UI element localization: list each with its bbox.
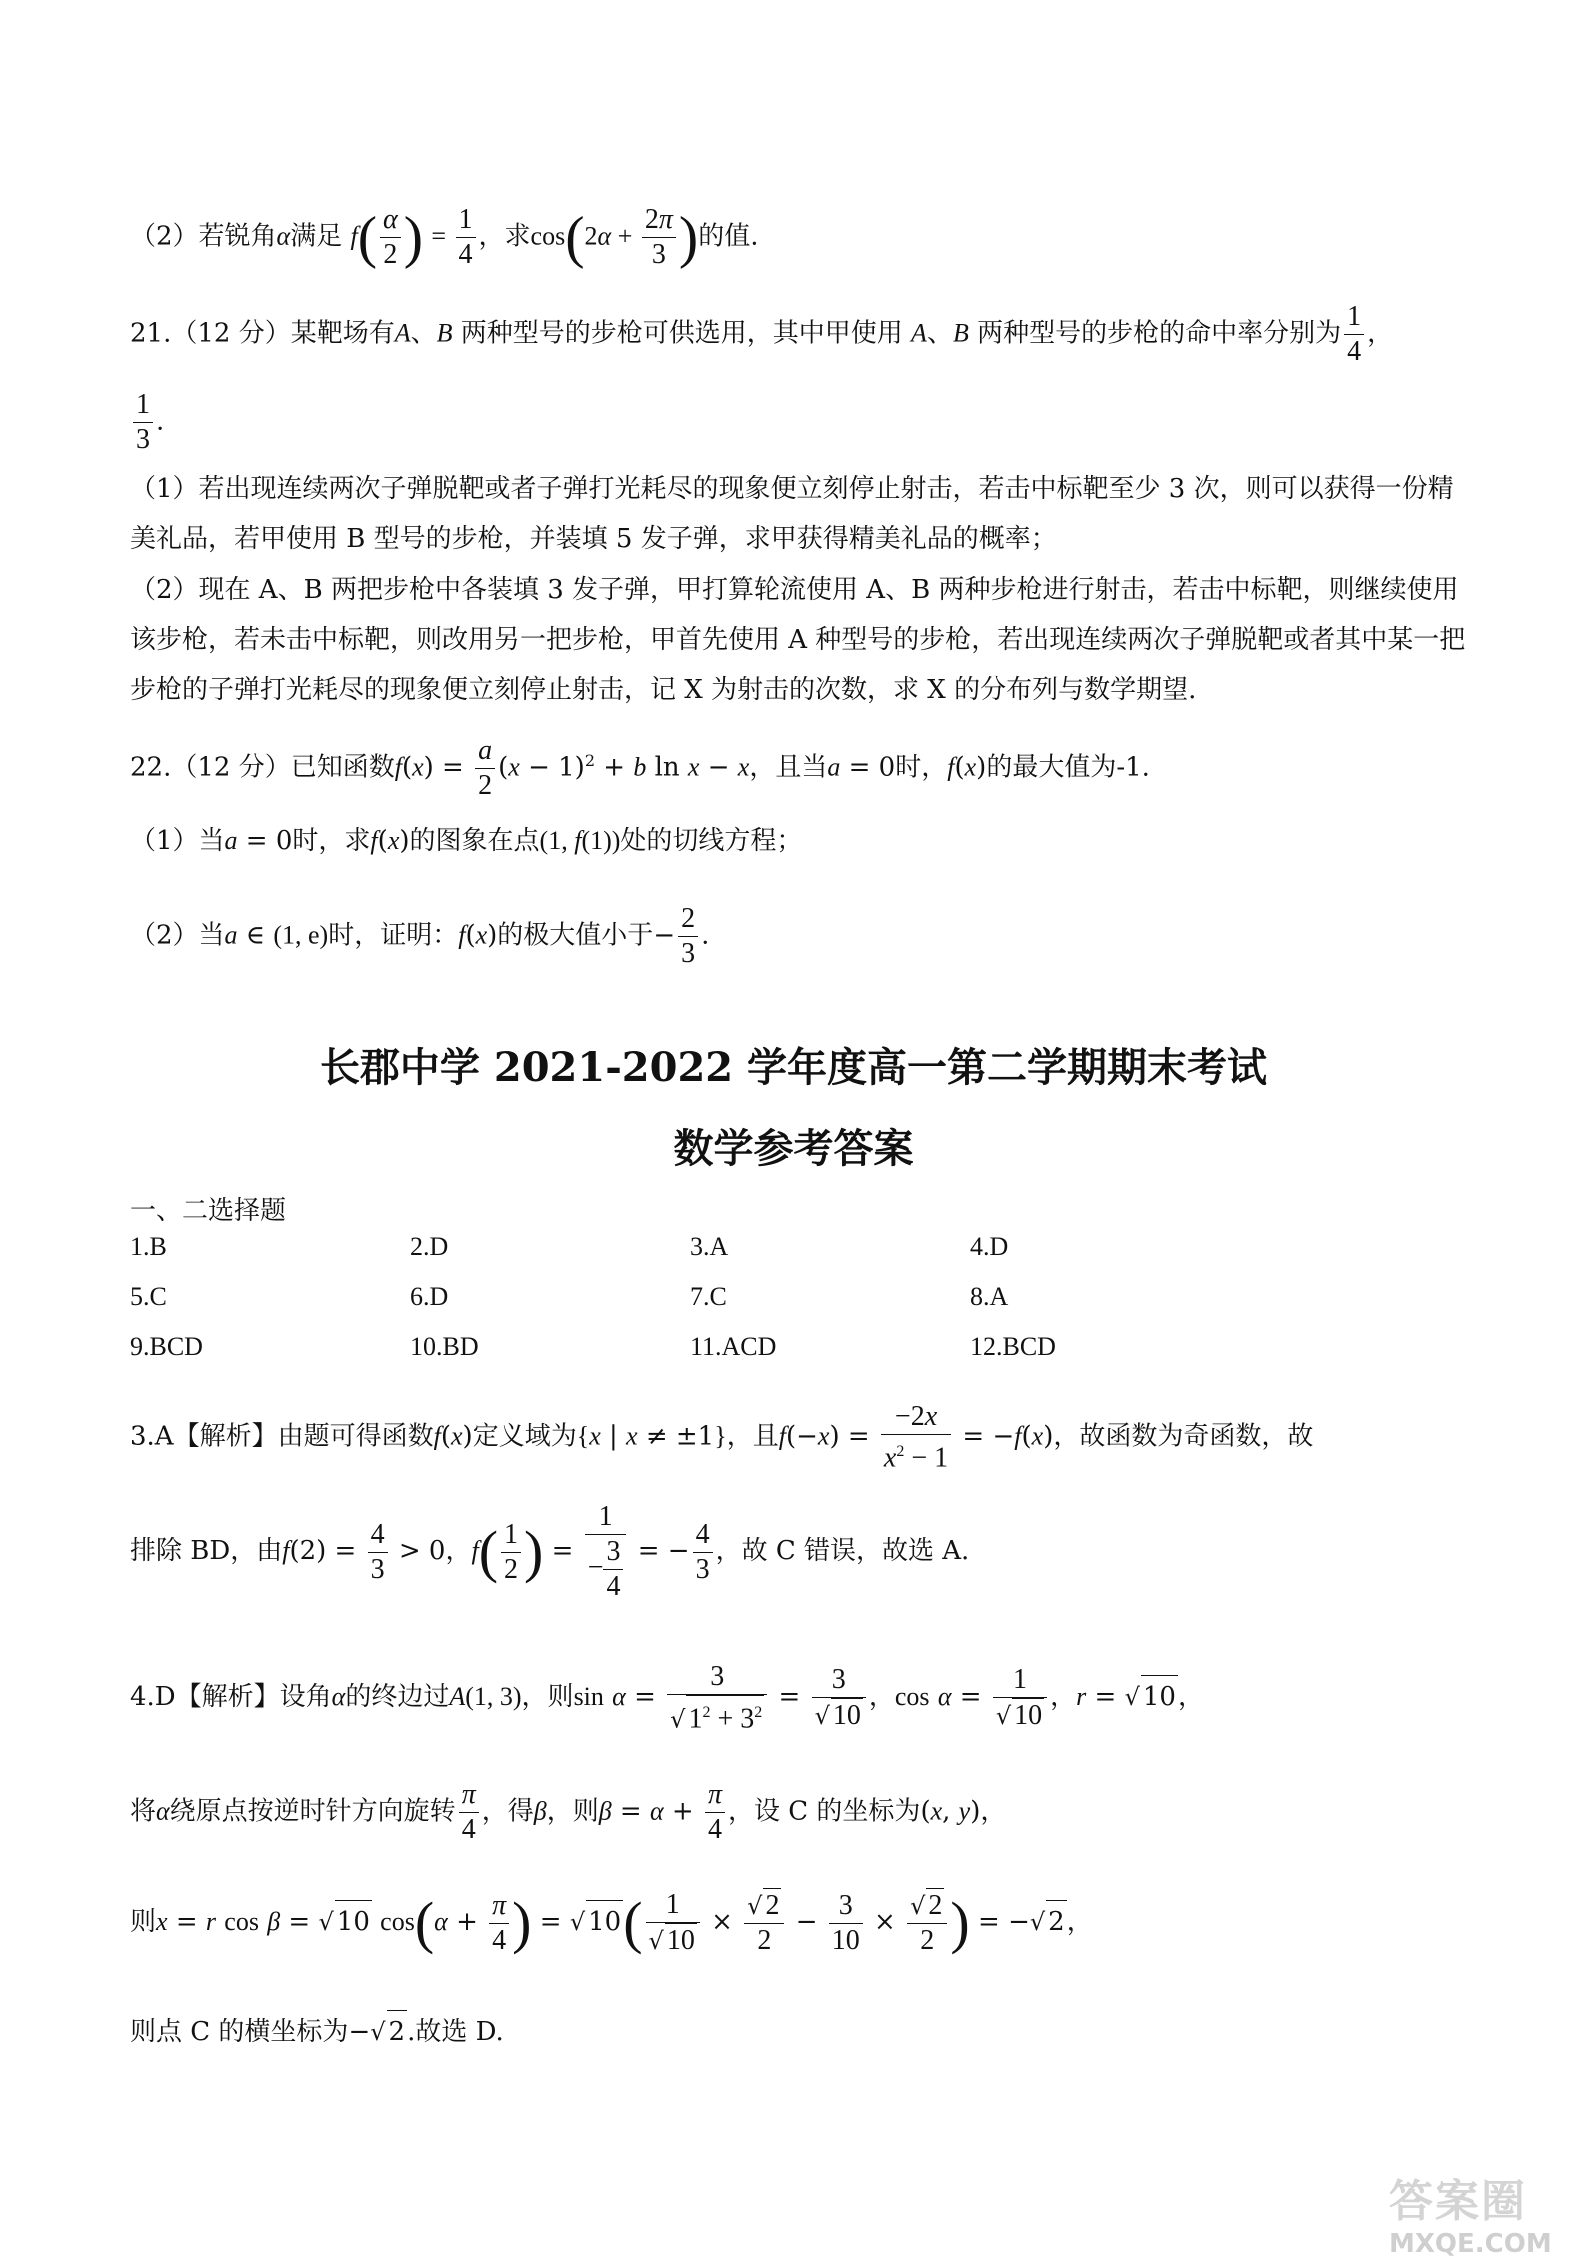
choice-answer: 6.D (410, 1282, 449, 1311)
choice-row (130, 1332, 1250, 1382)
answer-3-line-1: 3.A【解析】由题可得函数f(x)定义域为{x | x ≠ ±1}，且f(−x) = $\frac{-2x}{x^2 - 1}$ = −f(x)，故函数为奇函数，故 (130, 1401, 1314, 1474)
answer-4-line-4: 则点 C 的横坐标为−√ 2.故选 D. (130, 2010, 1467, 2053)
question-21-part-1: （1）若出现连续两次子弹脱靶或者子弹打光耗尽的现象便立刻停止射击，若击中标靶至少 3 次，则可以获得一份精美礼品，若甲使用 B 型号的步枪，并装填 5 发子弹，求甲获得精美礼品的概率； (130, 474, 1454, 554)
answer-4-line-1: 4.D【解析】设角α的终边过A(1, 3)，则sin α = $\frac{3}{√ 1^2 + 3^2}$ = $\frac{3}{√ 10}$ ，cos α = $\frac{1}{√ 10}$ ，r = √ 10， (130, 1661, 1204, 1735)
choice-row (130, 1282, 1250, 1332)
choice-answers-grid (130, 1232, 1250, 1382)
question-21-stem: 21.（12 分）某靶场有A、B 两种型号的步枪可供选用，其中甲使用 A、B 两种型号的步枪的命中率分别为 $\frac{1}{4}$ ， (130, 301, 1394, 367)
question-22-stem: 22.（12 分）已知函数f(x) = $\frac{a}{2}$ $(x - 1)^2 + b$ ln x − x，且当a = 0时，f(x)的最大值为-1. (130, 735, 1150, 801)
choice-answer: 8.A (970, 1282, 1009, 1311)
choice-answer: 2.D (410, 1232, 449, 1261)
choice-answer: 10.BD (410, 1332, 479, 1361)
answer-title: 长郡中学 2021-2022 学年度高一第二学期期末考试 (319, 1044, 1268, 1091)
question-21-stem-cont: $\frac{1}{3}$ . (130, 388, 1467, 457)
choice-answer: 3.A (690, 1232, 729, 1261)
watermark-logo: 答案圈 MXQE.COM (1389, 2176, 1552, 2259)
question-22-part-1: （1）当a = 0时，求f(x)的图象在点(1, f(1))处的切线方程； (130, 826, 803, 856)
section-heading: 一、二选择题 (130, 1196, 287, 1226)
choice-answer: 1.B (130, 1232, 167, 1261)
answer-4-line-2: 将α绕原点按逆时针方向旋转 $\frac{\pi}{4}$ ，得β，则β = α + $\frac{\pi}{4}$ ，设 C 的坐标为(x, y)， (130, 1779, 1007, 1845)
choice-answer: 5.C (130, 1282, 167, 1311)
choice-answer: 7.C (690, 1282, 727, 1311)
choice-answer: 12.BCD (970, 1332, 1056, 1361)
question-20-part-2: （2）若锐角α满足 f( $\frac{\alpha}{2}$ ) = $\frac{1}{4}$ ，求cos(2α + $\frac{2\pi}{3}$ )的值. (130, 204, 759, 270)
answer-4-line-3: 则x = r cos β = √ 10 cos(α + $\frac{\pi}{4}$ ) = √ 10( $\frac{1}{√ 10}$ × $\frac{√ 2}{2}$ − $\frac{3}{10}$ × $\frac{√ 2}{2}$ ) = −√ 2， (130, 1889, 1093, 1956)
choice-answer: 4.D (970, 1232, 1009, 1261)
question-21-part-2: （2）现在 A、B 两把步枪中各装填 3 发子弹，甲打算轮流使用 A、B 两种步枪进行射击，若击中标靶，则继续使用该步枪，若未击中标靶，则改用另一把步枪，甲首先使用 A 种型号的步枪，若出现连续两次子弹脱靶或者其中某一把步枪的子弹打光耗尽的现象便立刻停止射击，记 X 为射击的次数，求 X 的分布列与数学期望. (130, 575, 1466, 705)
choice-answer: 9.BCD (130, 1332, 203, 1361)
choice-row (130, 1232, 1250, 1282)
answer-3-line-2: 排除 BD，由f(2) = $\frac{4}{3}$ > 0，f( $\frac{1}{2}$ ) = 1 − $\frac{3}{4}$ = − $\frac{4}{3}$ ，故 C 错误，故选 A. (130, 1501, 970, 1602)
choice-answer: 11.ACD (690, 1332, 777, 1361)
question-22-part-2: （2）当a ∈ (1, e)时，证明：f(x)的极大值小于− $\frac{2}{3}$ . (130, 903, 710, 969)
answer-subtitle: 数学参考答案 (673, 1125, 914, 1172)
